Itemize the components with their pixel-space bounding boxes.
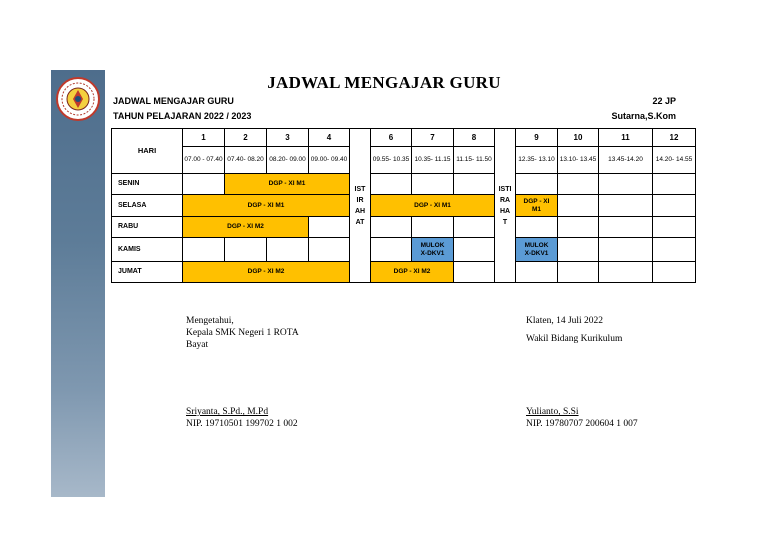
empty-cell (558, 262, 599, 283)
signature-left-block (186, 315, 299, 351)
period-number-row (112, 129, 696, 147)
class-block-text: X-DKV1 (420, 249, 445, 257)
header-subtitle: JADWAL MENGAJAR GURU (113, 96, 234, 106)
class-block-text: M1 (531, 205, 542, 213)
class-block-text: DGP - XI (523, 197, 550, 205)
day-row-senin (112, 174, 696, 195)
period-time: 07.40- 08.20 (225, 147, 267, 174)
empty-cell (516, 262, 558, 283)
signature-right-name-block (526, 406, 638, 430)
class-block: DGP - XI M1 (371, 195, 495, 217)
class-block-text: MULOK (420, 241, 445, 249)
period-number: 7 (412, 129, 454, 147)
empty-cell (558, 217, 599, 238)
empty-cell (599, 262, 653, 283)
empty-cell (516, 217, 558, 238)
vice-principal-name: Yulianto, S.Si (526, 407, 579, 417)
class-block: DGP - XI M2 (183, 217, 309, 238)
empty-cell (371, 174, 412, 195)
period-time: 08.20- 09.00 (267, 147, 309, 174)
empty-cell (653, 195, 696, 217)
empty-cell (371, 217, 412, 238)
istirahat-column-1 (350, 129, 371, 283)
teacher-name: Sutarna,S.Kom (611, 111, 676, 121)
day-row-kamis (112, 238, 696, 262)
place-date: Klaten, 14 Juli 2022 (526, 316, 604, 326)
empty-cell (653, 262, 696, 283)
period-time: 07.00 - 07.40 (183, 147, 225, 174)
vice-principal-title: Wakil Bidang Kurikulum (526, 334, 623, 344)
empty-cell (267, 238, 309, 262)
istirahat-text: IST (354, 185, 366, 193)
empty-cell (412, 174, 454, 195)
period-number: 8 (454, 129, 495, 147)
period-time: 14.20- 14.55 (653, 147, 696, 174)
empty-cell (412, 217, 454, 238)
empty-cell (183, 238, 225, 262)
istirahat-text: T (502, 218, 508, 226)
signature-left-name-block (186, 406, 298, 430)
empty-cell (516, 174, 558, 195)
period-number: 6 (371, 129, 412, 147)
empty-cell (599, 238, 653, 262)
period-time: 09.55- 10.35 (371, 147, 412, 174)
period-number: 10 (558, 129, 599, 147)
class-block: DGP - XI M1 (183, 195, 350, 217)
principal-location: Bayat (186, 340, 209, 350)
period-number: 11 (599, 129, 653, 147)
empty-cell (183, 174, 225, 195)
empty-cell (454, 174, 495, 195)
period-number: 12 (653, 129, 696, 147)
istirahat-column-2 (495, 129, 516, 283)
period-time: 13.10- 13.45 (558, 147, 599, 174)
istirahat-text: AT (355, 218, 365, 226)
istirahat-text: ISTI (498, 185, 512, 193)
class-block-text: X-DKV1 (524, 249, 549, 257)
period-number: 2 (225, 129, 267, 147)
class-block (516, 195, 558, 217)
period-time: 09.00- 09.40 (309, 147, 350, 174)
class-block: DGP - XI M2 (183, 262, 350, 283)
principal-title: Kepala SMK Negeri 1 ROTA (186, 328, 299, 338)
empty-cell (371, 238, 412, 262)
acknowledged-label: Mengetahui, (186, 316, 234, 326)
istirahat-text: HA (499, 207, 511, 215)
day-label: JUMAT (112, 262, 183, 283)
empty-cell (653, 217, 696, 238)
vice-principal-nip: NIP. 19780707 200604 1 007 (526, 419, 638, 429)
class-block: DGP - XI M1 (225, 174, 350, 195)
empty-cell (454, 238, 495, 262)
empty-cell (309, 238, 350, 262)
period-number: 4 (309, 129, 350, 147)
istirahat-text: IR (356, 196, 364, 204)
academic-year: TAHUN PELAJARAN 2022 / 2023 (113, 111, 252, 121)
decorative-sidebar (51, 70, 105, 497)
day-label: RABU (112, 217, 183, 238)
schedule-table (111, 128, 696, 283)
page-title: JADWAL MENGAJAR GURU (267, 73, 501, 92)
period-time: 11.15- 11.50 (454, 147, 495, 174)
period-number: 1 (183, 129, 225, 147)
class-block-text: MULOK (524, 241, 549, 249)
hari-header: HARI (112, 129, 183, 174)
class-block (412, 238, 454, 262)
day-row-rabu (112, 217, 696, 238)
class-block (516, 238, 558, 262)
empty-cell (309, 217, 350, 238)
empty-cell (558, 195, 599, 217)
empty-cell (454, 262, 495, 283)
period-time-row (112, 147, 696, 174)
empty-cell (599, 195, 653, 217)
empty-cell (558, 174, 599, 195)
total-hours: 22 JP (652, 96, 676, 106)
istirahat-text: AH (354, 207, 366, 215)
period-time: 13.45-14.20 (599, 147, 653, 174)
empty-cell (653, 238, 696, 262)
empty-cell (599, 217, 653, 238)
day-label: KAMIS (112, 238, 183, 262)
day-label: SENIN (112, 174, 183, 195)
principal-name: Sriyanta, S.Pd., M.Pd (186, 407, 269, 417)
period-time: 12.35- 13.10 (516, 147, 558, 174)
empty-cell (599, 174, 653, 195)
day-label: SELASA (112, 195, 183, 217)
empty-cell (558, 238, 599, 262)
day-row-selasa (112, 195, 696, 217)
class-block: DGP - XI M2 (371, 262, 454, 283)
empty-cell (454, 217, 495, 238)
period-time: 10.35- 11.15 (412, 147, 454, 174)
day-row-jumat (112, 262, 696, 283)
signature-right-block (526, 315, 622, 345)
empty-cell (653, 174, 696, 195)
istirahat-text: RA (499, 196, 511, 204)
period-number: 3 (267, 129, 309, 147)
principal-nip: NIP. 19710501 199702 1 002 (186, 419, 298, 429)
period-number: 9 (516, 129, 558, 147)
empty-cell (225, 238, 267, 262)
